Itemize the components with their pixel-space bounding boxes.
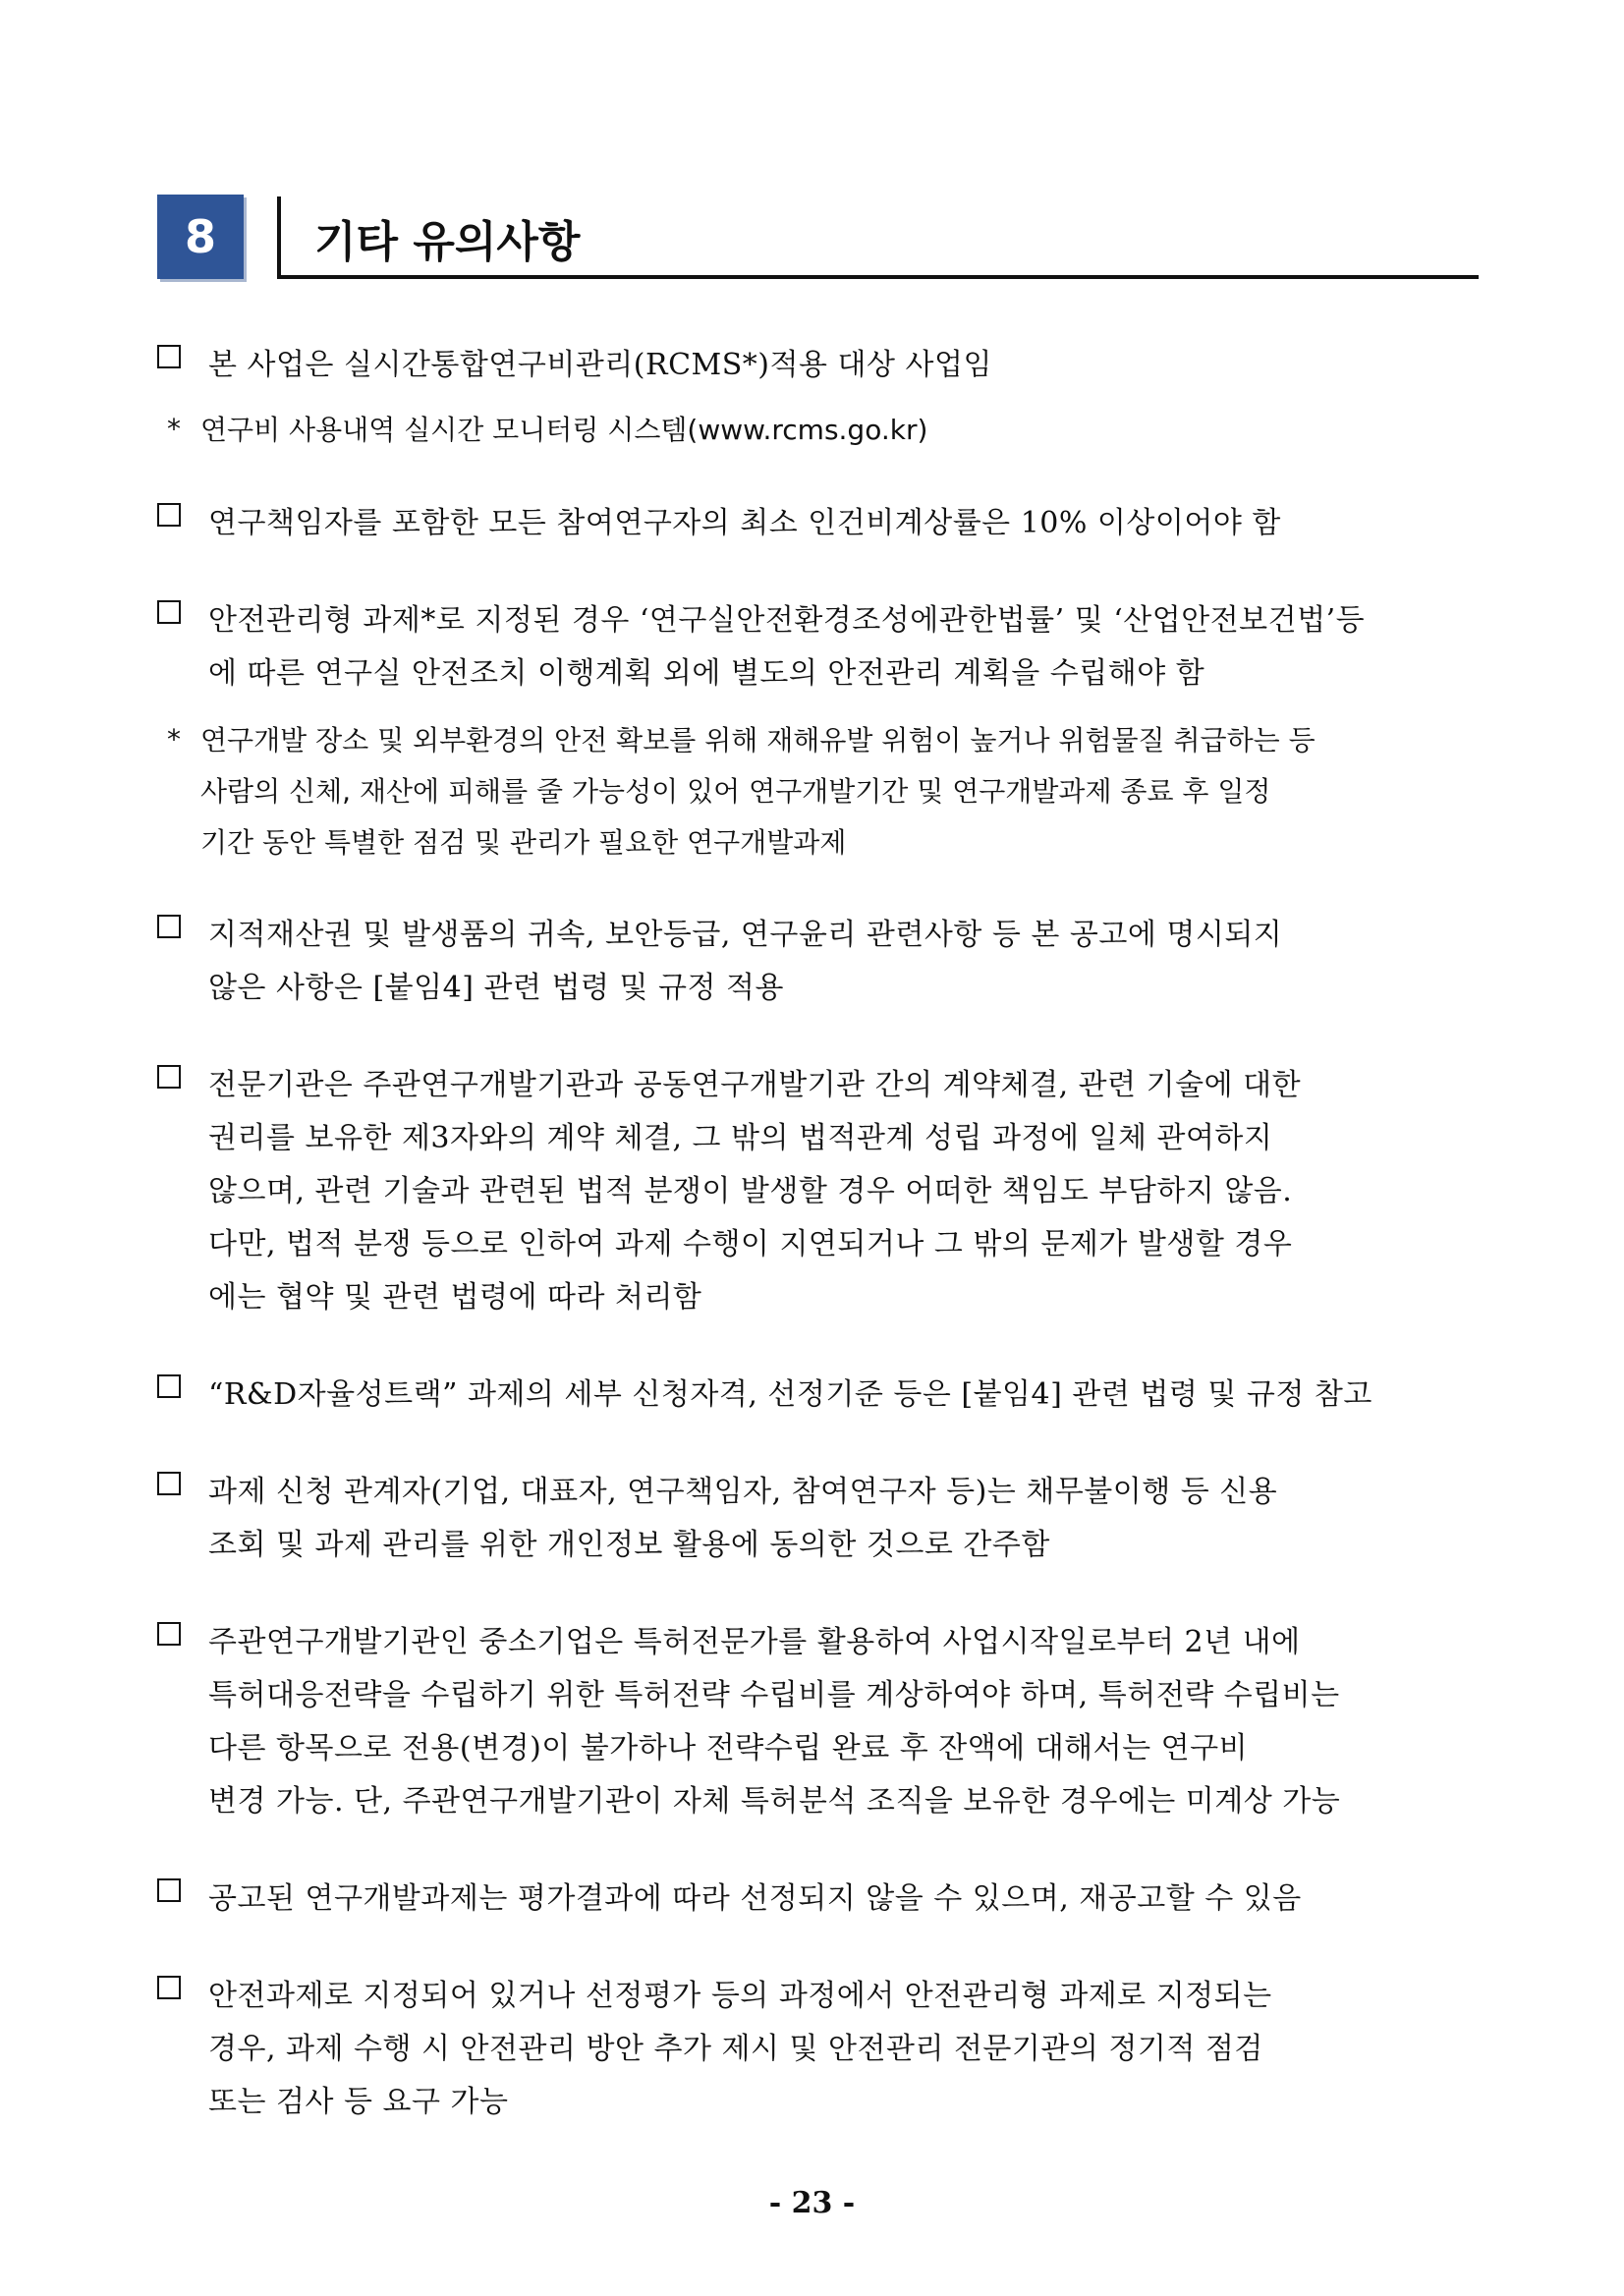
item-line: 않은 사항은 [붙임4] 관련 법령 및 규정 적용 [208, 971, 784, 1005]
list-item-intellectual-property [157, 909, 1484, 1015]
list-item-safety-task [157, 594, 1484, 700]
list-item-credit-check [157, 1466, 1484, 1572]
note-line: 연구개발 장소 및 외부환경의 안전 확보를 위해 재해유발 위험이 높거나 위험물질 취급하는 등 [200, 724, 1316, 756]
checkbox-square-icon [157, 915, 181, 938]
asterisk-mark: * [167, 413, 181, 445]
list-item-patent-strategy [157, 1616, 1484, 1828]
list-item-agency-liability [157, 1059, 1484, 1324]
note-line: 기간 동안 특별한 점검 및 관리가 필요한 연구개발과제 [200, 826, 847, 859]
item-line: 변경 가능. 단, 주관연구개발기관이 자체 특허분석 조직을 보유한 경우에는 미계상 가능 [208, 1784, 1341, 1819]
item-line: 않으며, 관련 기술과 관련된 법적 분쟁이 발생할 경우 어떠한 책임도 부담하지 않음. [208, 1174, 1293, 1208]
item-line: 안전과제로 지정되어 있거나 선정평가 등의 과정에서 안전관리형 과제로 지정되는 [208, 1979, 1272, 2013]
list-item-safety-inspection [157, 1970, 1484, 2129]
item-line: 권리를 보유한 제3자와의 계약 체결, 그 밖의 법적관계 성립 과정에 일체 관여하지 [208, 1121, 1273, 1155]
item-line: 다만, 법적 분쟁 등으로 인하여 과제 수행이 지연되거나 그 밖의 문제가 발생할 경우 [208, 1227, 1293, 1261]
item-line: 본 사업은 실시간통합연구비관리(RCMS*)적용 대상 사업임 [208, 348, 992, 382]
asterisk-mark: * [167, 723, 181, 756]
item-line: 경우, 과제 수행 시 안전관리 방안 추가 제시 및 안전관리 전문기관의 정기적 점검 [208, 2032, 1263, 2066]
checkbox-square-icon [157, 1976, 181, 1999]
checkbox-square-icon [157, 503, 181, 527]
item-line: 주관연구개발기관인 중소기업은 특허전문가를 활용하여 사업시작일로부터 2년 내에 [208, 1625, 1301, 1659]
item-line: 조회 및 과제 관리를 위한 개인정보 활용에 동의한 것으로 간주함 [208, 1528, 1050, 1562]
checkbox-square-icon [157, 1878, 181, 1902]
checkbox-square-icon [157, 1374, 181, 1398]
note-line: 사람의 신체, 재산에 피해를 줄 가능성이 있어 연구개발기간 및 연구개발과제 종료 후 일정 [200, 775, 1271, 808]
list-item-autonomy-track [157, 1369, 1484, 1422]
checkbox-square-icon [157, 600, 181, 624]
item-line: 전문기관은 주관연구개발기관과 공동연구개발기관 간의 계약체결, 관련 기술에 대한 [208, 1068, 1302, 1102]
list-item-rcms [157, 339, 1484, 392]
checkbox-square-icon [157, 1622, 181, 1646]
section-underline [277, 275, 1479, 279]
item-line: 연구책임자를 포함한 모든 참여연구자의 최소 인건비계상률은 10% 이상이어야 함 [208, 506, 1281, 540]
item-line: 또는 검사 등 요구 가능 [208, 2085, 509, 2119]
note-rcms [167, 405, 1484, 456]
section-divider [277, 196, 281, 279]
section-header [157, 195, 1479, 279]
checkbox-square-icon [157, 345, 181, 368]
list-item-labor-cost [157, 497, 1484, 550]
item-line: 과제 신청 관계자(기업, 대표자, 연구책임자, 참여연구자 등)는 채무불이행 등 신용 [208, 1475, 1278, 1509]
item-line: 에는 협약 및 관련 법령에 따라 처리함 [208, 1280, 702, 1315]
item-line: 공고된 연구개발과제는 평가결과에 따라 선정되지 않을 수 있으며, 재공고할 수 있음 [208, 1881, 1302, 1916]
checkbox-square-icon [157, 1472, 181, 1495]
page-number: - 23 - [768, 2186, 856, 2220]
item-line: 에 따른 연구실 안전조치 이행계획 외에 별도의 안전관리 계획을 수립해야 함 [208, 656, 1205, 691]
list-item-selection-notice [157, 1873, 1484, 1926]
item-line: 특허대응전략을 수립하기 위한 특허전략 수립비를 계상하여야 하며, 특허전략 수립비는 [208, 1678, 1340, 1712]
checkbox-square-icon [157, 1065, 181, 1089]
section-number-badge: 8 [157, 195, 244, 279]
item-line: 지적재산권 및 발생품의 귀속, 보안등급, 연구윤리 관련사항 등 본 공고에 명시되지 [208, 918, 1283, 952]
section-title: 기타 유의사항 [314, 217, 581, 267]
item-line: 안전관리형 과제*로 지정된 경우 ‘연구실안전환경조성에관한법률’ 및 ‘산업안전보건법’등 [208, 603, 1366, 638]
item-line: “R&D자율성트랙” 과제의 세부 신청자격, 선정기준 등은 [붙임4] 관련 법령 및 규정 참고 [208, 1377, 1372, 1412]
note-line: 연구비 사용내역 실시간 모니터링 시스템(www.rcms.go.kr) [200, 414, 928, 446]
note-safety-task [167, 715, 1484, 868]
item-line: 다른 항목으로 전용(변경)이 불가하나 전략수립 완료 후 잔액에 대해서는 연구비 [208, 1731, 1249, 1765]
